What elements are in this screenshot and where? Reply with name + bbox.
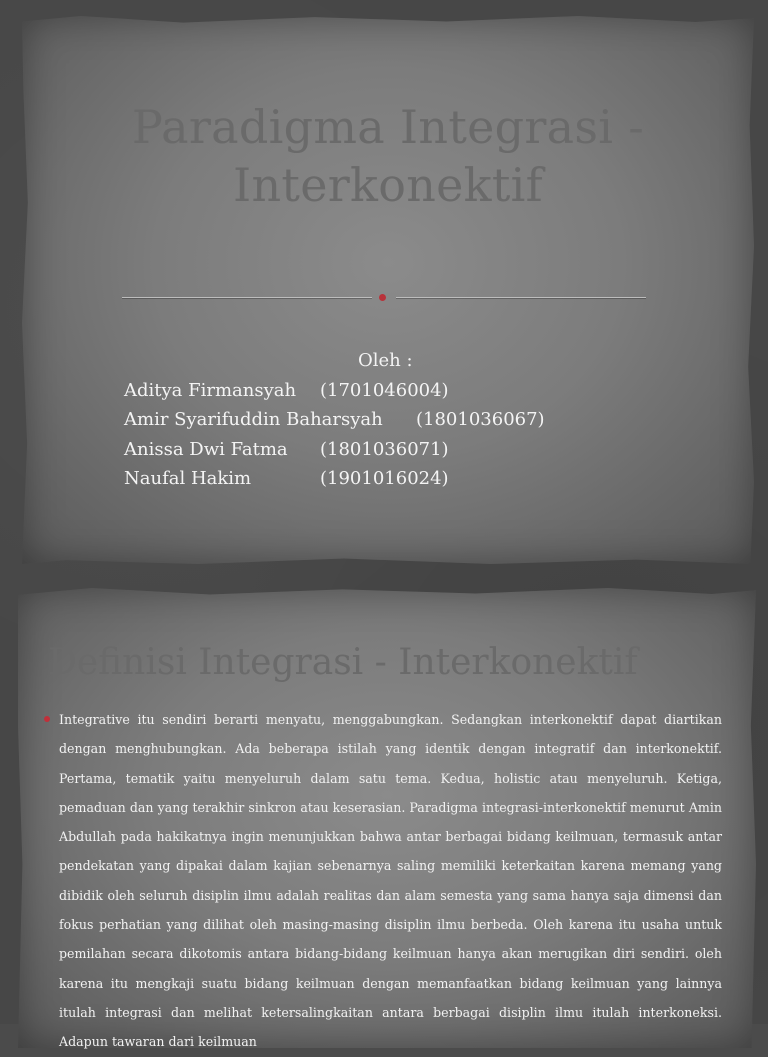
divider-line-left <box>122 297 372 298</box>
author-row <box>124 435 545 465</box>
slide-1-title: Paradigma Integrasi - Interkonektif <box>131 100 645 212</box>
bullet-dot <box>44 716 50 722</box>
title-divider <box>122 297 646 299</box>
author-nim: (1701046004) <box>320 379 449 401</box>
divider-dot <box>379 294 386 301</box>
author-row <box>124 376 545 406</box>
slide-2-title: Definisi Integrasi - Interkonektif <box>48 642 638 683</box>
author-nim: (1801036067) <box>416 409 545 430</box>
author-name: Amir Syarifuddin Baharsyah <box>124 409 383 430</box>
author-list <box>124 346 545 494</box>
author-row <box>124 405 545 435</box>
definition-paragraph: Integrative itu sendiri berarti menyatu, menggabungkan. Sedangkan interkonektif dapat diartikan dengan menghubungkan. Ada beberapa istilah yang identik dengan integratif dan interkonektif. Pertama, tematik yaitu menyeluruh dalam satu tema. Kedua, holistic atau menyeluruh. Ketiga, pemaduan dan yang terakhir sinkron atau keserasian. Paradigma integrasi-interkonektif menurut Amin Abdullah pada hakikatnya ingin menunjukkan bahwa antar berbagai bidang keilmuan, termasuk antar pendekatan yang dipakai dalam kajian sebenarnya saling memiliki keterkaitan karena memang yang dibidik oleh seluruh disiplin ilmu adalah realitas dan alam semesta yang sama hanya saja dimensi dan fokus perhatian yang dilihat oleh masing-masing disiplin ilmu berbeda. Oleh karena itu usaha untuk pemilahan secara dikotomis antara bidang-bidang keilmuan hanya akan merugikan diri sendiri. oleh karena itu mengkaji suatu bidang keilmuan dengan memanfaatkan bidang keilmuan yang lainnya itulah integrasi dan melihat ketersalingkaitan antara berbagai disiplin ilmu itulah interkoneksi. Adapun tawaran dari keilmuan <box>59 712 722 1050</box>
divider-line-right <box>396 297 646 298</box>
author-name: Anissa Dwi Fatma <box>124 438 288 460</box>
oleh-label: Oleh : <box>358 350 413 371</box>
author-nim: (1801036071) <box>320 438 449 460</box>
author-nim: (1901016024) <box>320 468 449 489</box>
author-name: Aditya Firmansyah <box>124 379 297 401</box>
author-row <box>124 464 545 494</box>
definition-body <box>44 705 722 1057</box>
author-name: Naufal Hakim <box>124 468 252 489</box>
